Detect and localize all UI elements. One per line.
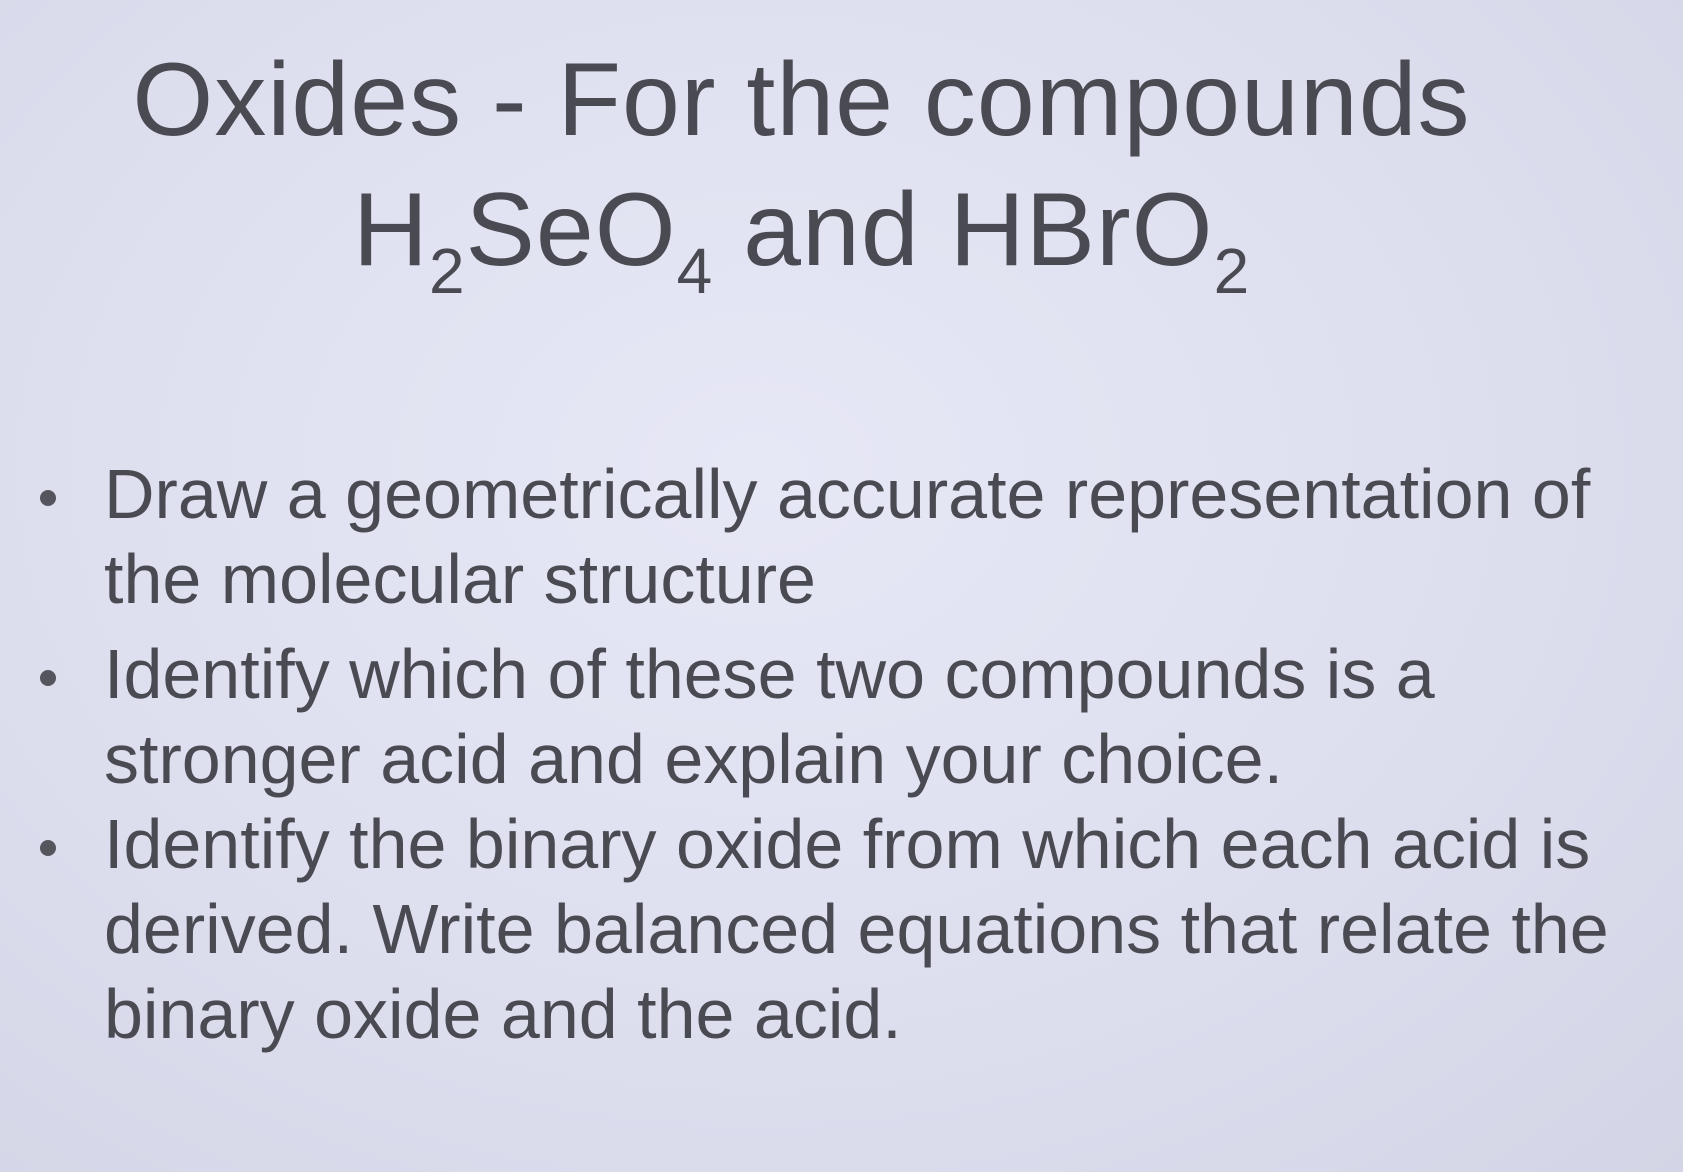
bullet-dot-icon xyxy=(40,670,56,686)
formula-part: H xyxy=(352,172,429,288)
bullet-dot-icon xyxy=(40,840,56,856)
bullet-item xyxy=(40,632,1640,802)
title-connector: and xyxy=(713,172,950,288)
compound-hbro2 xyxy=(949,172,1251,307)
formula-part: SeO xyxy=(465,172,677,288)
bullet-list xyxy=(40,452,1640,1057)
bullet-text: Identify which of these two compounds is a stronger acid and explain your choice. xyxy=(104,635,1435,798)
title-line-1: Oxides - For the compounds xyxy=(132,42,1471,158)
formula-subscript: 2 xyxy=(1213,235,1251,307)
slide-title xyxy=(0,40,1683,307)
compound-h2seo4 xyxy=(352,172,714,307)
bullet-dot-icon xyxy=(40,490,56,506)
bullet-text: Draw a geometrically accurate representation of the molecular structure xyxy=(104,455,1591,618)
title-line-2 xyxy=(0,170,1683,307)
bullet-item xyxy=(40,452,1640,622)
bullet-text: Identify the binary oxide from which each acid is derived. Write balanced equations that relate the binary oxide and the acid. xyxy=(104,805,1609,1053)
formula-subscript: 4 xyxy=(676,235,714,307)
formula-subscript: 2 xyxy=(428,235,466,307)
bullet-item xyxy=(40,802,1640,1057)
formula-part: HBrO xyxy=(949,172,1214,288)
